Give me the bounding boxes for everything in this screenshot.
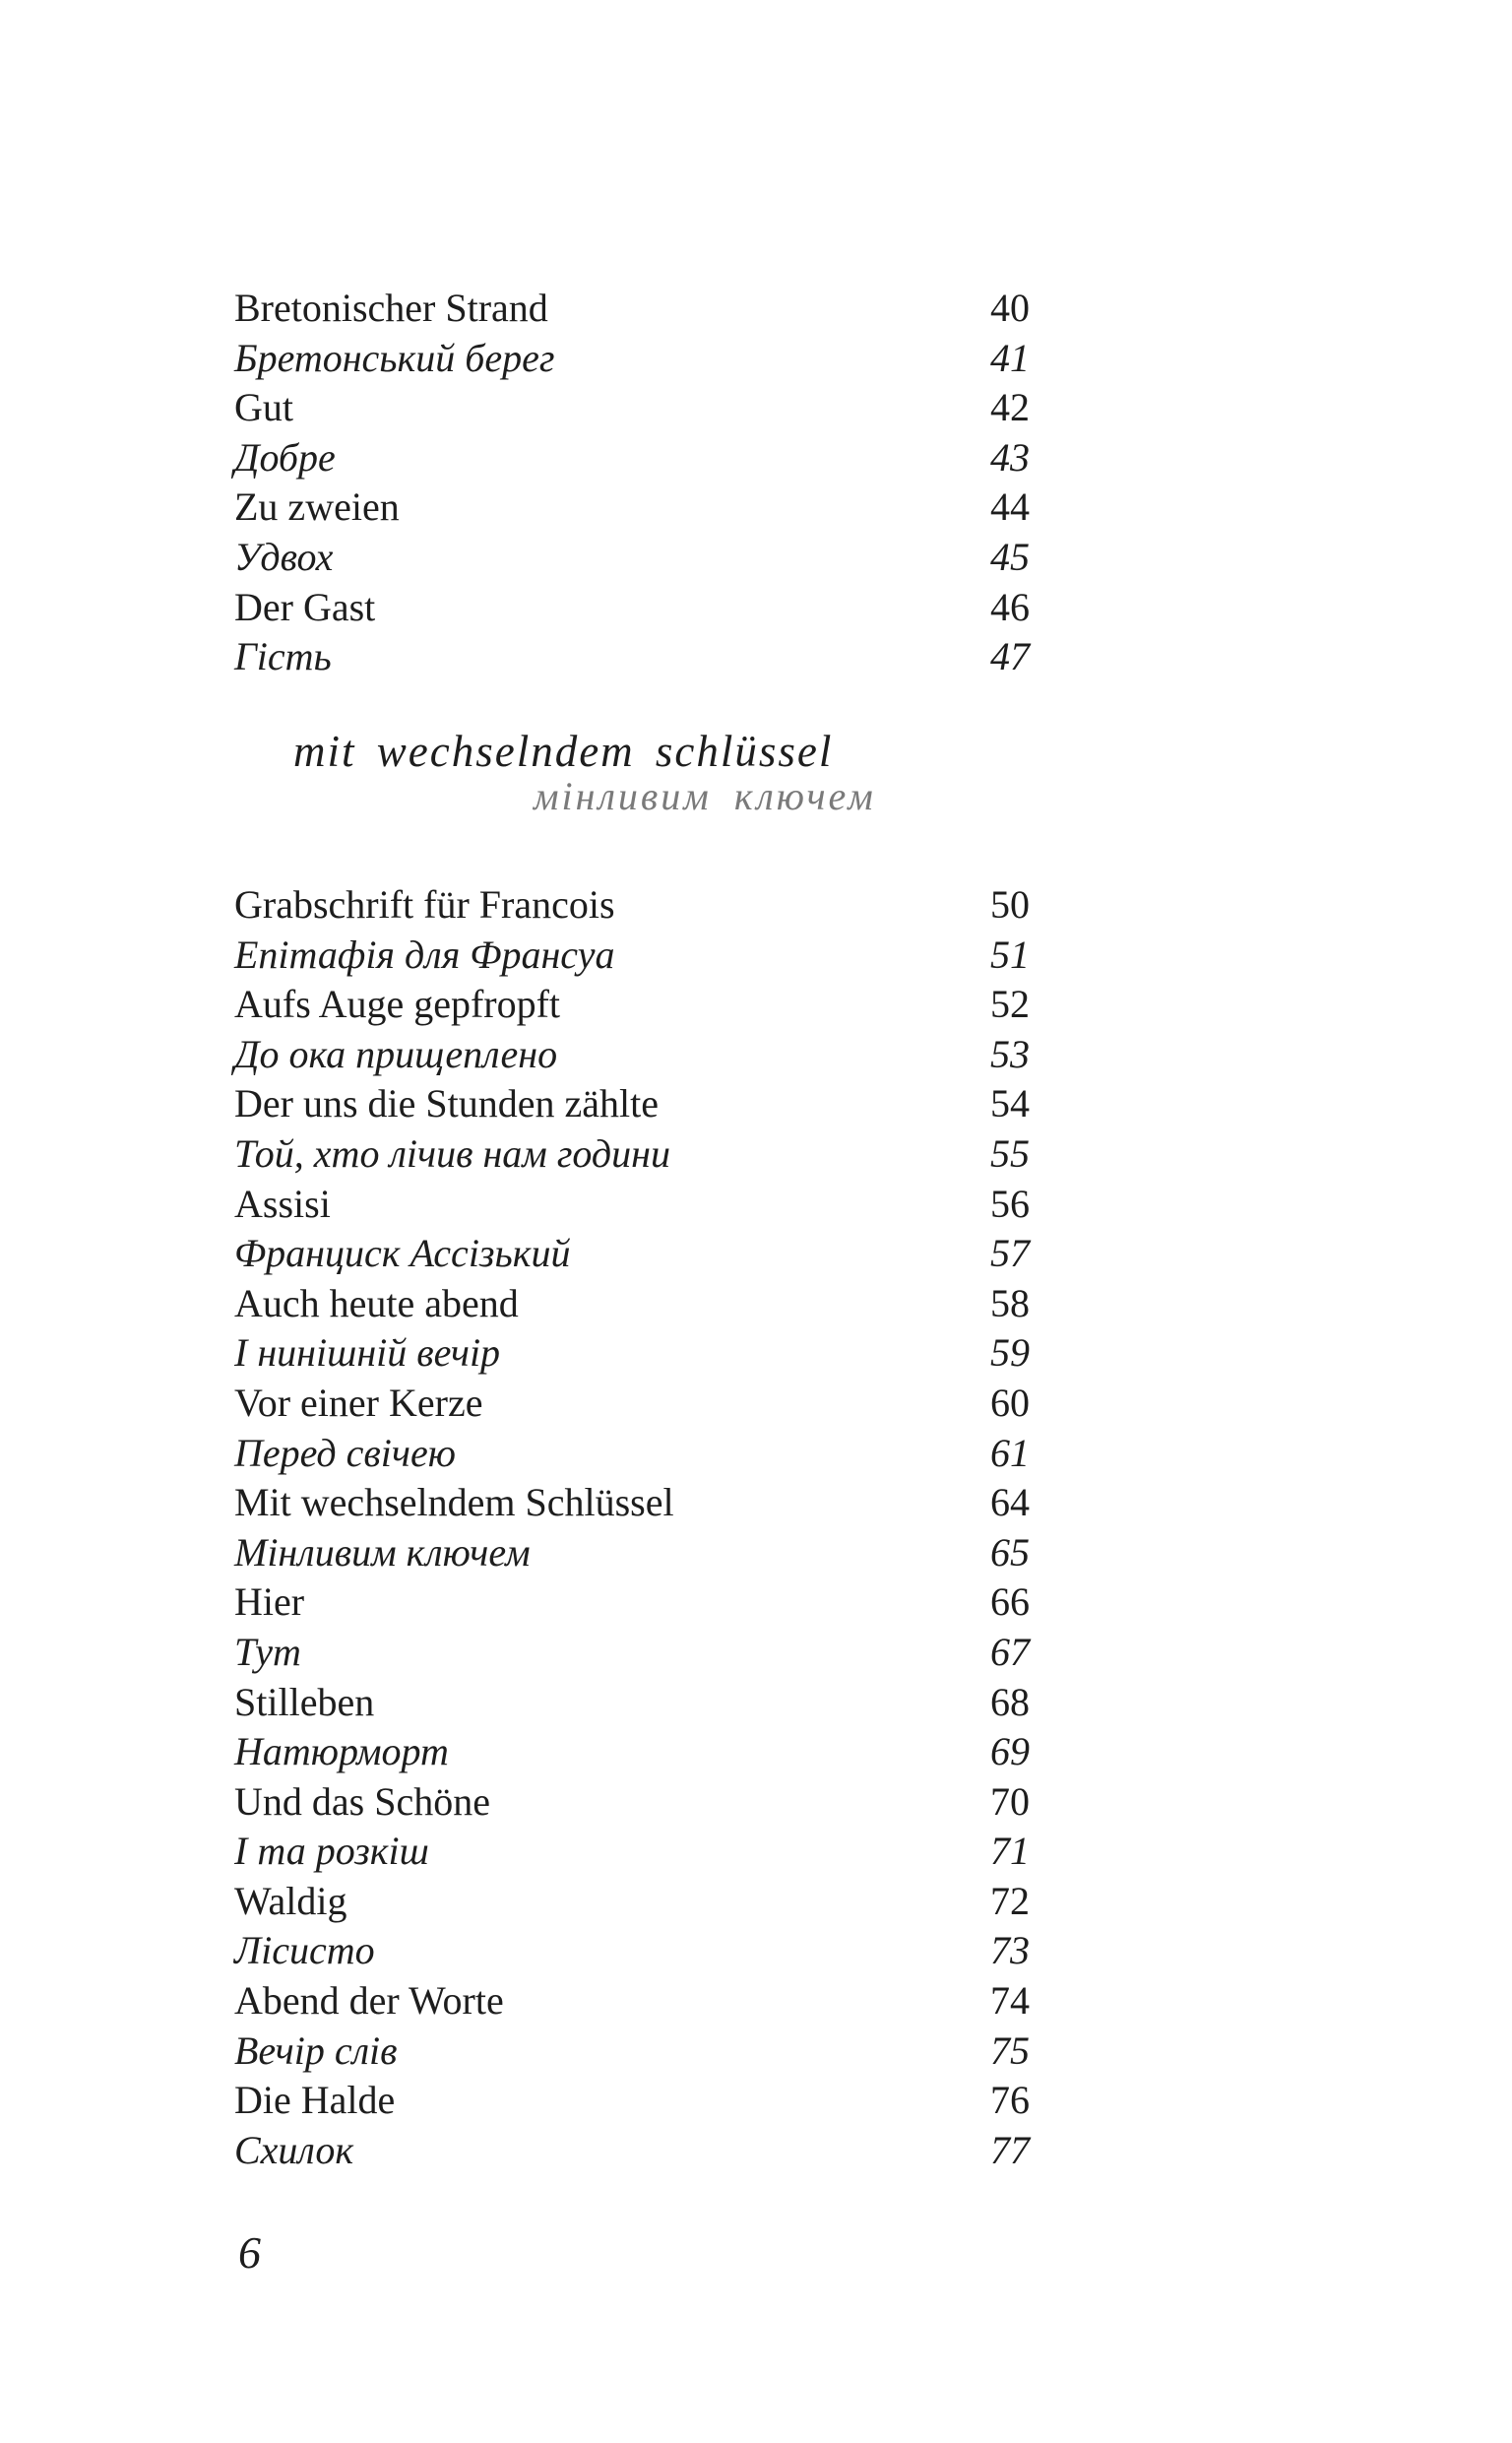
- toc-entry-page: 45: [990, 534, 1030, 579]
- toc-entry-title: Aufs Auge gepfropft: [234, 982, 561, 1027]
- toc-entry-title: Bretonischer Strand: [234, 286, 548, 330]
- toc-entry-title: Vor einer Kerze: [234, 1380, 483, 1425]
- toc-entry-page: 56: [990, 1181, 1030, 1226]
- toc-entry: [234, 1478, 1040, 1528]
- toc-entry-title: Und das Schöne: [234, 1778, 490, 1824]
- toc-entry-page: 77: [990, 2127, 1030, 2172]
- toc-list-part-2: [234, 880, 1040, 2175]
- toc-entry-title: Grabschrift für Francois: [234, 882, 615, 927]
- toc-entry: [234, 980, 1040, 1030]
- toc-entry-title: Waldig: [234, 1878, 347, 1923]
- toc-entry-page: 70: [990, 1778, 1030, 1824]
- toc-entry: [234, 1328, 1040, 1379]
- toc-entry: [234, 1827, 1040, 1877]
- toc-entry-page: 59: [990, 1330, 1030, 1376]
- toc-entry: [234, 533, 1040, 583]
- toc-entry: [234, 2076, 1040, 2126]
- toc-entry-title: Перед свічею: [234, 1430, 456, 1475]
- toc-entry-title: Той, хто лічив нам години: [234, 1130, 670, 1176]
- toc-entry: [234, 1180, 1040, 1230]
- toc-entry: [234, 880, 1040, 931]
- toc-entry-title: Епітафія для Франсуа: [234, 932, 615, 977]
- toc-entry: [234, 1030, 1040, 1080]
- toc-entry: [234, 583, 1040, 633]
- toc-entry-title: Вечір слів: [234, 2027, 398, 2073]
- toc-entry-page: 42: [990, 385, 1030, 430]
- toc-entry: [234, 1727, 1040, 1777]
- toc-entry-title: Схилок: [234, 2127, 354, 2172]
- toc-entry: [234, 1777, 1040, 1828]
- toc-entry: [234, 433, 1040, 483]
- toc-entry: [234, 1279, 1040, 1329]
- toc-entry-page: 60: [990, 1380, 1030, 1425]
- toc-entry-page: 47: [990, 634, 1030, 679]
- toc-entry-title: Бретонський берег: [234, 335, 555, 380]
- toc-entry-title: Assisi: [234, 1181, 331, 1226]
- toc-entry-title: Гість: [234, 634, 332, 679]
- page-number: 6: [238, 2227, 261, 2278]
- toc-entry-title: Die Halde: [234, 2078, 396, 2123]
- section-heading: mit wechselndem schlüssel: [293, 727, 834, 776]
- toc-entry: [234, 482, 1040, 533]
- toc-entry: [234, 284, 1040, 334]
- toc-entry: [234, 2126, 1040, 2176]
- toc-entry-page: 46: [990, 584, 1030, 629]
- toc-entry-title: Der uns die Stunden zählte: [234, 1081, 659, 1126]
- toc-entry-page: 72: [990, 1878, 1030, 1923]
- toc-entry: [234, 1628, 1040, 1678]
- toc-entry-page: 76: [990, 2078, 1030, 2123]
- toc-entry-title: Zu zweien: [234, 484, 400, 530]
- toc-entry-title: Der Gast: [234, 584, 376, 629]
- toc-entry-title: Hier: [234, 1579, 305, 1625]
- toc-entry-page: 66: [990, 1579, 1030, 1625]
- toc-entry-page: 40: [990, 286, 1030, 330]
- toc-entry: [234, 1976, 1040, 2026]
- toc-entry-page: 58: [990, 1280, 1030, 1325]
- toc-entry-title: Auch heute abend: [234, 1280, 519, 1325]
- toc-entry-page: 71: [990, 1829, 1030, 1874]
- toc-entry-title: Мінливим ключем: [234, 1529, 531, 1575]
- toc-entry-title: Натюрморт: [234, 1729, 449, 1774]
- toc-entry-title: Удвох: [234, 534, 334, 579]
- toc-entry: [234, 1577, 1040, 1628]
- toc-entry-title: Stilleben: [234, 1679, 375, 1724]
- toc-entry-title: Лісисто: [234, 1928, 375, 1973]
- toc-entry-title: До ока прищеплено: [234, 1031, 558, 1076]
- toc-entry: [234, 383, 1040, 433]
- toc-entry: [234, 931, 1040, 981]
- section-subheading: мінливим ключем: [534, 774, 876, 818]
- toc-entry: [234, 632, 1040, 682]
- toc-entry-page: 75: [990, 2027, 1030, 2073]
- toc-entry-page: 44: [990, 484, 1030, 530]
- toc-entry: [234, 1129, 1040, 1180]
- toc-entry: [234, 1079, 1040, 1129]
- toc-entry-title: Франциск Ассізький: [234, 1231, 571, 1276]
- toc-entry: [234, 1678, 1040, 1728]
- toc-entry-page: 65: [990, 1529, 1030, 1575]
- toc-entry: [234, 1229, 1040, 1279]
- toc-entry: [234, 1429, 1040, 1479]
- toc-entry-title: Mit wechselndem Schlüssel: [234, 1480, 674, 1525]
- toc-entry-page: 74: [990, 1978, 1030, 2024]
- toc-entry-title: І нинішній вечір: [234, 1330, 501, 1376]
- toc-entry: [234, 1528, 1040, 1578]
- toc-entry-title: І та розкіш: [234, 1829, 429, 1874]
- toc-entry-page: 69: [990, 1729, 1030, 1774]
- toc-entry-page: 51: [990, 932, 1030, 977]
- toc-entry-page: 55: [990, 1130, 1030, 1176]
- toc-entry-page: 68: [990, 1679, 1030, 1724]
- toc-entry: [234, 1379, 1040, 1429]
- toc-entry-title: Тут: [234, 1629, 301, 1674]
- toc-entry-title: Добре: [234, 434, 336, 480]
- toc-entry-page: 41: [990, 335, 1030, 380]
- toc-entry: [234, 1926, 1040, 1976]
- toc-entry-page: 50: [990, 882, 1030, 927]
- toc-entry-page: 64: [990, 1480, 1030, 1525]
- toc-entry-page: 53: [990, 1031, 1030, 1076]
- toc-entry-page: 43: [990, 434, 1030, 480]
- toc-entry: [234, 1877, 1040, 1927]
- toc-entry-page: 67: [990, 1629, 1030, 1674]
- toc-entry: [234, 2026, 1040, 2077]
- toc-list-part-1: [234, 284, 1040, 682]
- toc-entry-page: 52: [990, 982, 1030, 1027]
- toc-entry-title: Gut: [234, 385, 293, 430]
- toc-entry-page: 61: [990, 1430, 1030, 1475]
- toc-entry: [234, 334, 1040, 384]
- toc-entry-page: 54: [990, 1081, 1030, 1126]
- toc-entry-page: 57: [990, 1231, 1030, 1276]
- toc-entry-title: Abend der Worte: [234, 1978, 504, 2024]
- toc-entry-page: 73: [990, 1928, 1030, 1973]
